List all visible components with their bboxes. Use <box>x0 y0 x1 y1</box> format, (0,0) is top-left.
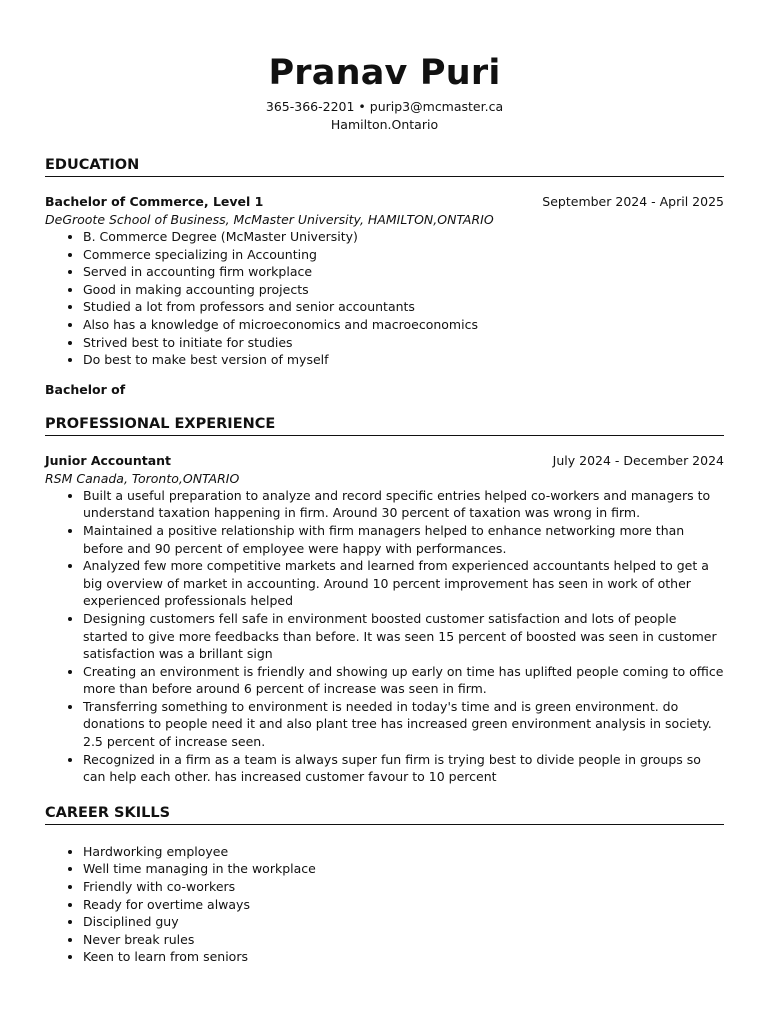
list-item: • Never break rules <box>83 931 724 949</box>
education-dates: September 2024 - April 2025 <box>542 194 724 209</box>
education-heading: EDUCATION <box>45 156 724 177</box>
list-item: • Good in making accounting projects <box>83 281 724 299</box>
list-item: • B. Commerce Degree (McMaster University) <box>83 228 724 246</box>
degree-title: Bachelor of Commerce, Level 1 <box>45 194 264 209</box>
list-item: • Also has a knowledge of microeconomics and macroeconomics <box>83 316 724 334</box>
skills-list <box>45 843 724 966</box>
list-item: • Designing customers fell safe in environment boosted customer satisfaction and lots of people started to give more feedbacks than before. It was seen 15 percent of boosted was seen in customer satisfaction was a brillant sign <box>83 610 724 663</box>
education-entry <box>45 193 724 369</box>
contact-line <box>45 98 724 116</box>
experience-entry-header <box>45 452 724 470</box>
job-dates: July 2024 - December 2024 <box>552 452 724 468</box>
education-section <box>45 156 724 399</box>
list-item: • Ready for overtime always <box>83 896 724 914</box>
experience-entry <box>45 452 724 786</box>
list-item: • Transferring something to environment is needed in today's time and is green environment. do donations to people need it and also plant tree has increased green environment analysis in society. 2.5 percent of increase seen. <box>83 698 724 751</box>
job-title: Junior Accountant <box>45 452 172 468</box>
list-item: • Friendly with co-workers <box>83 878 724 896</box>
candidate-name: Pranav Puri <box>268 53 501 93</box>
education-entry-header <box>45 193 724 211</box>
list-item: • Analyzed few more competitive markets and learned from experienced accountants helped to get a big overview of market in accounting. Around 10 percent improvement has seen in work of other experienced professionals helped <box>83 557 724 610</box>
list-item: • Keen to learn from seniors <box>83 948 724 966</box>
skills-section <box>45 804 724 966</box>
list-item: • Well time managing in the workplace <box>83 860 724 878</box>
second-degree-title: Bachelor of <box>45 381 126 397</box>
phone-number: 365-366-2201 <box>265 99 355 114</box>
list-item: • Built a useful preparation to analyze and record specific entries helped co-workers and managers to understand taxation happening in firm. Around 30 percent of taxation was wrong in firm. <box>83 487 724 522</box>
experience-bullets <box>45 487 724 786</box>
list-item: • Maintained a positive relationship with firm managers helped to enhance networking more than before and 90 percent of employee were happy with performances. <box>83 522 724 557</box>
list-item: • Hardworking employee <box>83 843 724 861</box>
location: Hamilton.Ontario <box>330 117 439 132</box>
company: RSM Canada, Toronto,ONTARIO <box>45 470 240 486</box>
list-item: • Served in accounting firm workplace <box>83 263 724 281</box>
list-item: • Creating an environment is friendly and showing up early on time has uplifted people coming to office more than before around 6 percent of increase was seen in firm. <box>83 663 724 698</box>
institution: DeGroote School of Business, McMaster University, HAMILTON,ONTARIO <box>45 212 494 227</box>
experience-section <box>45 415 724 786</box>
list-item: • Studied a lot from professors and senior accountants <box>83 298 724 316</box>
list-item: • Strived best to initiate for studies <box>83 334 724 352</box>
email-address: purip3@mcmaster.ca <box>369 99 504 114</box>
list-item: • Disciplined guy <box>83 913 724 931</box>
list-item: • Recognized in a firm as a team is always super fun firm is trying best to divide people in groups so can help each other. has increased customer favour to 10 percent <box>83 751 724 786</box>
experience-heading: PROFESSIONAL EXPERIENCE <box>45 415 724 436</box>
list-item: • Commerce specializing in Accounting <box>83 246 724 264</box>
education-bullets <box>45 228 724 369</box>
skills-heading: CAREER SKILLS <box>45 804 724 825</box>
contact-separator: • <box>358 99 366 114</box>
list-item: • Do best to make best version of myself <box>83 351 724 369</box>
